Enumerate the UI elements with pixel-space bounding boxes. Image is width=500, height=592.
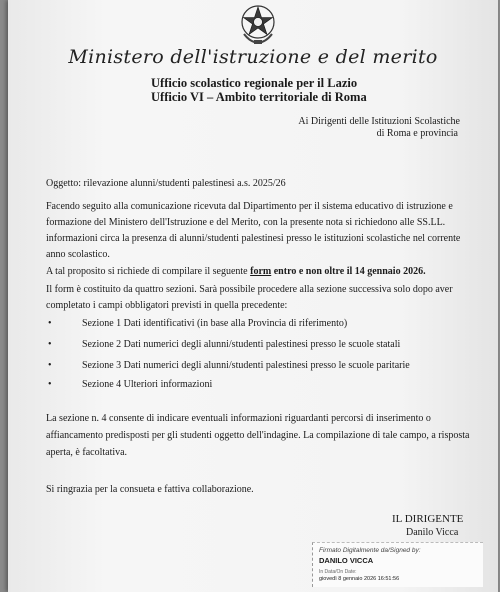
- bullet-icon: •: [48, 339, 52, 350]
- section-item-2: Sezione 2 Dati numerici degli alunni/studenti palestinesi presso le scuole statali: [82, 339, 401, 350]
- regional-office-line: Ufficio scolastico regionale per il Lazio: [151, 76, 358, 90]
- stamp-date-label: In Data/On Date:: [319, 569, 357, 575]
- letter-page: [8, 0, 498, 592]
- deadline-text: entro e non oltre il 14 gennaio 2026.: [271, 266, 426, 277]
- paragraph-1-line-2: formazione del Ministero dell'Istruzione e del Merito, con la presente nota si richiedono alle SS.LL.: [46, 217, 446, 228]
- section-item-4: Sezione 4 Ulteriori informazioni: [82, 379, 213, 390]
- request-prefix: A tal proposito si richiede di compilare il seguente: [46, 266, 251, 277]
- subject-line: Oggetto: rilevazione alunni/studenti palestinesi a.s. 2025/26: [46, 178, 286, 189]
- italian-republic-emblem-icon: [238, 2, 278, 46]
- signer-name: Danilo Vicca: [406, 527, 459, 538]
- form-intro-line-1: Il form è costituito da quattro sezioni. Sarà possibile procedere alla sezione successiva solo dopo aver: [46, 284, 453, 295]
- digital-signature-stamp: [312, 542, 483, 587]
- form-link[interactable]: form: [250, 266, 272, 277]
- bullet-icon: •: [48, 318, 52, 329]
- paragraph-1-line-3: informazioni circa la presenza di alunni/studenti palestinesi presso le istituzioni scolastiche nel corrente: [46, 233, 461, 244]
- signature-block: [392, 512, 463, 540]
- stamp-date: giovedì 8 gennaio 2026 16:51:56: [319, 576, 400, 582]
- section-item-3: Sezione 3 Dati numerici degli alunni/studenti palestinesi presso le scuole paritarie: [82, 360, 410, 371]
- ministry-heading: Ministero dell'istruzione e del merito: [68, 46, 438, 68]
- request-line: [46, 264, 426, 280]
- bullet-icon: •: [48, 360, 52, 371]
- stamp-signer: DANILO VICCA: [319, 556, 374, 565]
- paragraph-2-line-3: aperta, è facoltativa.: [46, 447, 128, 458]
- territorial-office-line: Ufficio VI – Ambito territoriale di Roma: [151, 90, 367, 104]
- recipient-line-2: di Roma e provincia: [376, 128, 458, 139]
- bullet-icon: •: [48, 379, 52, 390]
- paragraph-2-line-2: affiancamento predisposti per gli studenti oggetto dell'indagine. La compilazione di tale campo, a risposta: [46, 430, 470, 441]
- stamp-label: Firmato Digitalmente da/Signed by:: [319, 547, 421, 554]
- recipient-line-1: Ai Dirigenti delle Istituzioni Scolastiche: [298, 116, 460, 127]
- paragraph-1-line-4: anno scolastico.: [46, 249, 110, 260]
- form-intro-line-2: completato i campi obbligatori previsti in quella precedente:: [46, 300, 288, 311]
- signer-role: IL DIRIGENTE: [392, 513, 464, 525]
- recipient-block: [298, 116, 460, 140]
- closing-line: Si ringrazia per la consueta e fattiva collaborazione.: [46, 484, 254, 495]
- paragraph-2-line-1: La sezione n. 4 consente di indicare eventuali informazioni riguardanti percorsi di inserimento o: [46, 413, 431, 424]
- paragraph-1-line-1: Facendo seguito alla comunicazione ricevuta dal Dipartimento per il sistema educativo di istruzione e: [46, 201, 453, 212]
- section-item-1: Sezione 1 Dati identificativi (in base alla Provincia di riferimento): [82, 318, 348, 329]
